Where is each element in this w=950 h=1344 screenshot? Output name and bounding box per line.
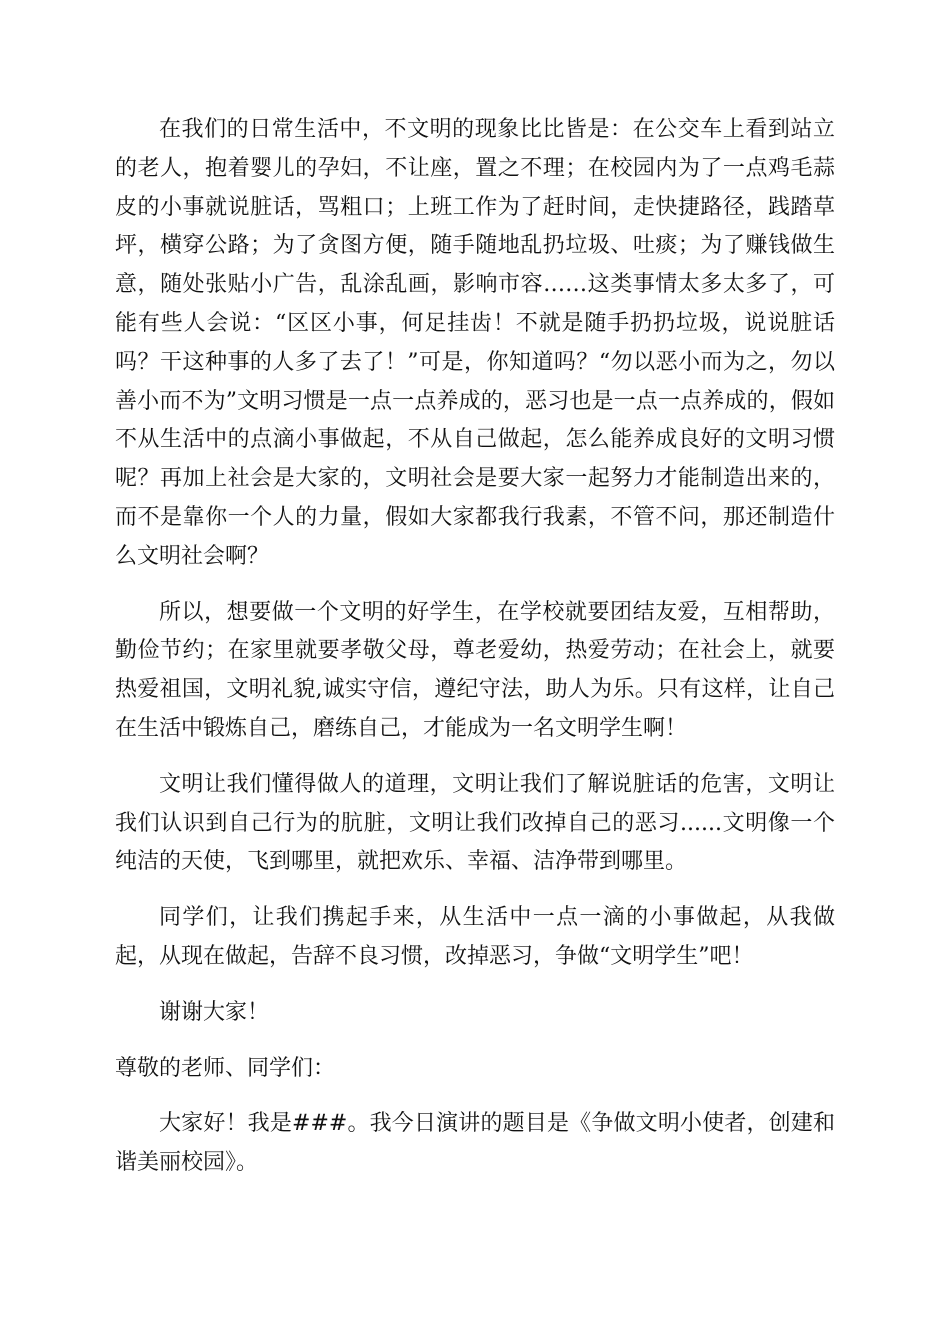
paragraph-call-to-action: 同学们，让我们携起手来，从生活中一点一滴的小事做起，从我做起，从现在做起，告辞不良习惯，改掉恶习，争做“文明学生”吧！	[115, 905, 835, 969]
paragraph-thanks: 谢谢大家！	[159, 999, 270, 1025]
document-body	[115, 111, 835, 1200]
paragraph-salutation: 尊敬的老师、同学们：	[115, 1055, 336, 1081]
paragraph-civility-effects: 文明让我们懂得做人的道理，文明让我们了解说脏话的危害，文明让我们认识到自己行为的肮脏，文明让我们改掉自己的恶习......文明像一个纯洁的天使，飞到哪里，就把欢乐、幸福、洁净带到哪里。	[115, 771, 835, 875]
paragraph-good-student: 所以，想要做一个文明的好学生，在学校就要团结友爱，互相帮助，勤俭节约；在家里就要孝敬父母，尊老爱幼，热爱劳动；在社会上，就要热爱祖国，文明礼貌,诚实守信，遵纪守法，助人为乐。只有这样，让自己在生活中锻炼自己，磨练自己，才能成为一名文明学生啊！	[115, 599, 835, 741]
paragraph-speech-intro: 大家好！我是###。我今日演讲的题目是《争做文明小使者，创建和谐美丽校园》。	[115, 1111, 835, 1176]
paragraph-uncivil-behaviors: 在我们的日常生活中，不文明的现象比比皆是：在公交车上看到站立的老人，抱着婴儿的孕妇，不让座，置之不理；在校园内为了一点鸡毛蒜皮的小事就说脏话，骂粗口；上班工作为了赶时间，走快捷路径，践踏草坪，横穿公路；为了贪图方便，随手随地乱扔垃圾、吐痰；为了赚钱做生意，随处张贴小广告，乱涂乱画，影响市容……这类事情太多太多了，可能有些人会说：“区区小事，何足挂齿！不就是随手扔扔垃圾，说说脏话吗？干这种事的人多了去了！”可是，你知道吗？“勿以恶小而为之，勿以善小而不为”文明习惯是一点一点养成的，恶习也是一点一点养成的，假如不从生活中的点滴小事做起，不从自己做起，怎么能养成良好的文明习惯呢？再加上社会是大家的，文明社会是要大家一起努力才能制造出来的，而不是靠你一个人的力量，假如大家都我行我素，不管不问，那还制造什么文明社会啊？	[115, 117, 835, 569]
